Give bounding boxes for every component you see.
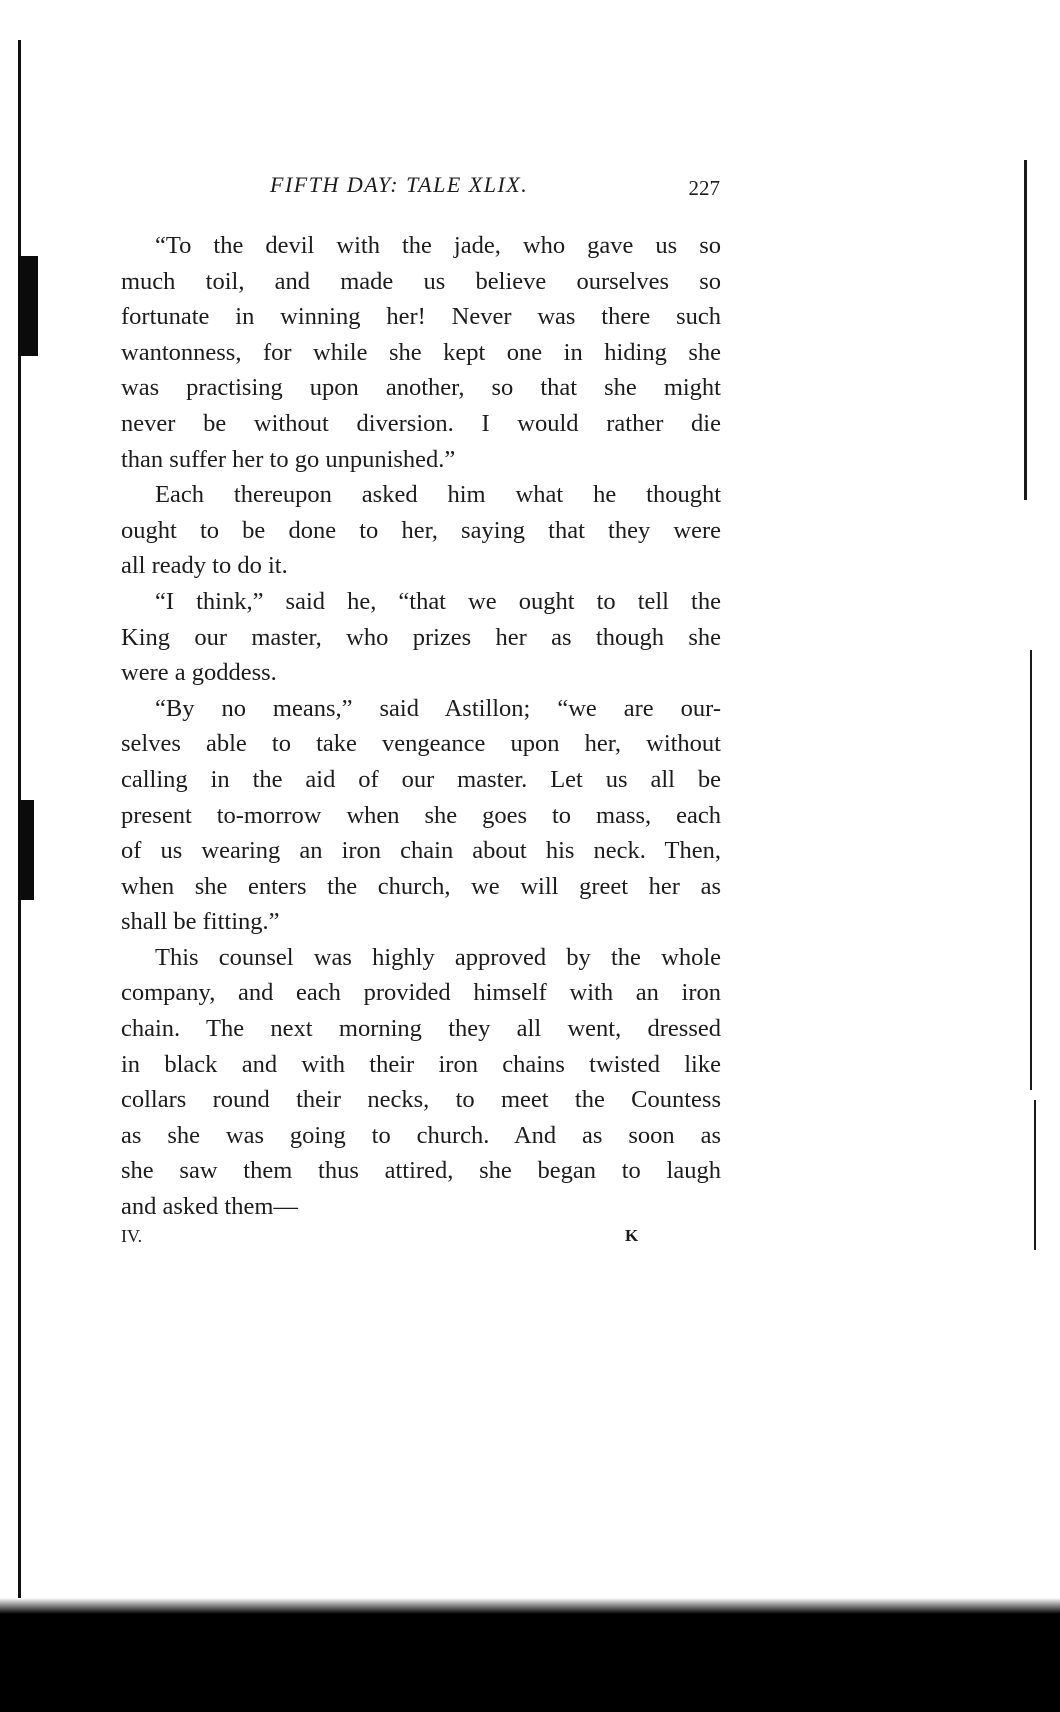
text-line: wantonness, for while she kept one in hiding she (121, 338, 721, 366)
text-line: Each thereupon asked him what he thought (155, 481, 721, 509)
signature-letter: K (625, 1226, 639, 1245)
paragraph (121, 477, 721, 584)
text-line: company, and each provided himself with an iron (121, 979, 721, 1007)
text-line: fortunate in winning her! Never was there such (121, 303, 721, 331)
scan-right-edge (1030, 650, 1032, 1090)
text-line: of us wearing an iron chain about his neck. Then, (121, 837, 721, 865)
text-line: than suffer her to go unpunished.” (121, 445, 456, 473)
scan-bottom-band (0, 1612, 1060, 1712)
text-line: ought to be done to her, saying that they were (121, 516, 721, 544)
text-line: shall be fitting.” (121, 908, 280, 936)
text-line: as she was going to church. And as soon as (121, 1121, 721, 1149)
signature-volume: IV. (121, 1226, 143, 1246)
page-number: 227 (688, 176, 720, 200)
text-line: she saw them thus attired, she began to laugh (121, 1157, 721, 1185)
scan-right-edge (1034, 1100, 1036, 1250)
text-line: when she enters the church, we will greet her as (121, 872, 721, 900)
text-line: collars round their necks, to meet the Countess (121, 1086, 721, 1114)
scan-right-edge (1024, 160, 1027, 500)
running-title: FIFTH DAY: TALE XLIX. (270, 172, 529, 197)
paragraph (121, 691, 721, 940)
text-line: selves able to take vengeance upon her, without (121, 730, 721, 758)
text-line: calling in the aid of our master. Let us all be (121, 765, 721, 793)
scan-blot (18, 800, 34, 900)
text-line: in black and with their iron chains twisted like (121, 1050, 721, 1078)
text-line: all ready to do it. (121, 552, 288, 580)
text-line: was practising upon another, so that she might (121, 374, 721, 402)
text-line: chain. The next morning they all went, dressed (121, 1015, 721, 1043)
text-line: much toil, and made us believe ourselves so (121, 267, 721, 295)
signature-marks (121, 1226, 641, 1252)
paragraph (121, 940, 721, 1225)
text-line: King our master, who prizes her as though she (121, 623, 721, 651)
text-line: “I think,” said he, “that we ought to tell the (155, 587, 721, 615)
text-line: and asked them— (121, 1193, 298, 1221)
scan-blot (18, 256, 38, 356)
text-line: “To the devil with the jade, who gave us so (155, 232, 721, 259)
text-line: were a goddess. (121, 659, 277, 687)
paragraph (121, 228, 721, 477)
text-line: never be without diversion. I would rather die (121, 409, 721, 437)
body-text (121, 228, 721, 1225)
paragraph (121, 584, 721, 691)
running-head (120, 172, 720, 206)
text-line: present to-morrow when she goes to mass, each (121, 801, 721, 829)
text-line: “By no means,” said Astillon; “we are our- (155, 694, 721, 722)
text-line: This counsel was highly approved by the whole (155, 943, 721, 971)
